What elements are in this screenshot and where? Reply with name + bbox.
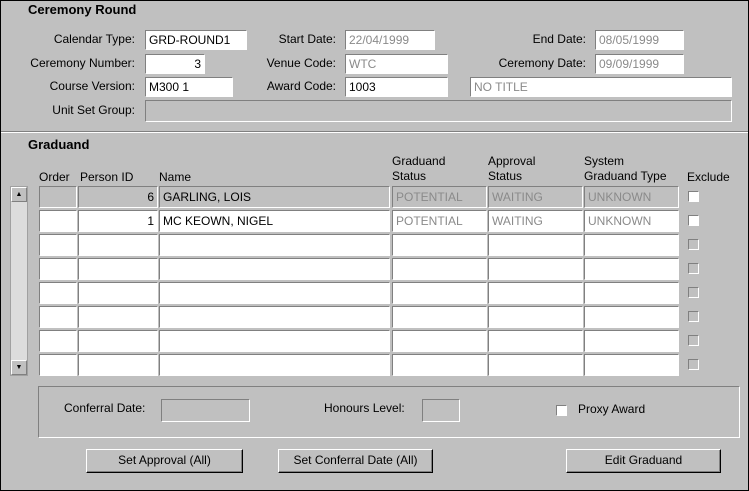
row-graduand-status-cell[interactable] <box>392 282 487 304</box>
row-system-type-cell[interactable] <box>584 354 679 376</box>
graduand-status-header-line1: Graduand <box>392 154 446 168</box>
set-conferral-date-all-button[interactable]: Set Conferral Date (All) <box>278 449 433 473</box>
row-name-cell[interactable] <box>159 234 390 256</box>
row-approval-status-cell[interactable] <box>488 234 583 256</box>
ceremony-round-title: Ceremony Round <box>28 2 137 17</box>
graduand-title: Graduand <box>28 137 90 152</box>
system-type-header <box>584 154 667 184</box>
row-name-cell[interactable] <box>159 258 390 280</box>
row-person-id-cell[interactable]: 1 <box>78 210 158 232</box>
row-approval-status-cell[interactable] <box>488 282 583 304</box>
system-type-header-line2: Graduand Type <box>584 169 667 183</box>
row-name-cell[interactable] <box>159 306 390 328</box>
row-name-cell[interactable] <box>159 330 390 352</box>
section-divider <box>1 131 748 133</box>
conferral-date-label: Conferral Date: <box>64 401 146 415</box>
row-graduand-status-cell[interactable] <box>392 354 487 376</box>
honours-level-field[interactable] <box>422 399 460 422</box>
graduand-scrollbar[interactable] <box>10 186 28 376</box>
calendar-type-field[interactable]: GRD-ROUND1 <box>145 30 247 50</box>
row-order-cell[interactable] <box>39 282 77 304</box>
row-system-type-cell[interactable] <box>584 330 679 352</box>
row-approval-status-cell[interactable] <box>488 306 583 328</box>
course-version-label: Course Version: <box>49 79 135 93</box>
award-code-label: Award Code: <box>266 79 336 93</box>
row-name-cell[interactable]: GARLING, LOIS <box>159 186 390 208</box>
row-exclude-checkbox[interactable] <box>688 263 699 274</box>
row-person-id-cell[interactable] <box>78 282 158 304</box>
row-graduand-status-cell[interactable] <box>392 258 487 280</box>
proxy-award-label: Proxy Award <box>578 402 646 416</box>
course-version-field[interactable]: M300 1 <box>145 77 233 97</box>
graduand-status-header <box>392 154 445 184</box>
award-title-field[interactable]: NO TITLE <box>470 77 732 97</box>
exclude-header: Exclude <box>687 170 730 184</box>
row-order-cell[interactable] <box>39 186 77 208</box>
row-system-type-cell[interactable] <box>584 306 679 328</box>
calendar-type-label: Calendar Type: <box>53 32 135 46</box>
row-order-cell[interactable] <box>39 306 77 328</box>
venue-code-field[interactable]: WTC <box>345 54 448 74</box>
row-order-cell[interactable] <box>39 258 77 280</box>
name-header: Name <box>159 170 192 184</box>
edit-graduand-button[interactable]: Edit Graduand <box>566 449 721 473</box>
row-order-cell[interactable] <box>39 330 77 352</box>
row-exclude-checkbox[interactable] <box>688 239 699 250</box>
unit-set-group-label: Unit Set Group: <box>52 103 135 117</box>
conferral-date-field[interactable] <box>161 399 250 422</box>
row-person-id-cell[interactable]: 6 <box>78 186 158 208</box>
row-person-id-cell[interactable] <box>78 234 158 256</box>
row-name-cell[interactable] <box>159 282 390 304</box>
unit-set-group-field[interactable] <box>145 100 732 122</box>
ceremony-number-label: Ceremony Number: <box>30 56 135 70</box>
row-graduand-status-cell[interactable] <box>392 330 487 352</box>
row-graduand-status-cell[interactable] <box>392 234 487 256</box>
row-approval-status-cell[interactable] <box>488 354 583 376</box>
ceremony-number-field[interactable]: 3 <box>145 54 205 74</box>
row-system-type-cell[interactable] <box>584 234 679 256</box>
row-system-type-cell[interactable]: UNKNOWN <box>584 210 679 232</box>
row-name-cell[interactable] <box>159 354 390 376</box>
row-approval-status-cell[interactable] <box>488 258 583 280</box>
approval-status-header-line1: Approval <box>488 154 536 168</box>
system-type-header-line1: System <box>584 154 625 168</box>
graduand-status-header-line2: Status <box>392 169 427 183</box>
row-order-cell[interactable] <box>39 210 77 232</box>
row-exclude-checkbox[interactable] <box>688 215 699 226</box>
approval-status-header-line2: Status <box>488 169 523 183</box>
row-order-cell[interactable] <box>39 354 77 376</box>
row-system-type-cell[interactable]: UNKNOWN <box>584 186 679 208</box>
row-exclude-checkbox[interactable] <box>688 191 699 202</box>
row-system-type-cell[interactable] <box>584 258 679 280</box>
person-id-header: Person ID <box>80 170 134 184</box>
row-exclude-checkbox[interactable] <box>688 359 699 370</box>
row-person-id-cell[interactable] <box>78 258 158 280</box>
row-approval-status-cell[interactable] <box>488 330 583 352</box>
order-header: Order <box>39 170 70 184</box>
scroll-down-icon[interactable]: ▼ <box>11 360 27 375</box>
row-graduand-status-cell[interactable]: POTENTIAL <box>392 210 487 232</box>
venue-code-label: Venue Code: <box>266 56 336 70</box>
row-exclude-checkbox[interactable] <box>688 287 699 298</box>
row-order-cell[interactable] <box>39 234 77 256</box>
end-date-field[interactable]: 08/05/1999 <box>595 30 684 50</box>
row-person-id-cell[interactable] <box>78 354 158 376</box>
row-name-cell[interactable]: MC KEOWN, NIGEL <box>159 210 390 232</box>
award-code-field[interactable]: 1003 <box>345 77 448 97</box>
row-person-id-cell[interactable] <box>78 330 158 352</box>
row-exclude-checkbox[interactable] <box>688 311 699 322</box>
row-graduand-status-cell[interactable] <box>392 306 487 328</box>
row-person-id-cell[interactable] <box>78 306 158 328</box>
row-system-type-cell[interactable] <box>584 282 679 304</box>
ceremony-date-label: Ceremony Date: <box>498 56 586 70</box>
row-graduand-status-cell[interactable]: POTENTIAL <box>392 186 487 208</box>
start-date-field[interactable]: 22/04/1999 <box>345 30 435 50</box>
row-exclude-checkbox[interactable] <box>688 335 699 346</box>
row-approval-status-cell[interactable]: WAITING <box>488 186 583 208</box>
end-date-label: End Date: <box>532 32 586 46</box>
honours-level-label: Honours Level: <box>324 401 405 415</box>
ceremony-date-field[interactable]: 09/09/1999 <box>595 54 684 74</box>
proxy-award-checkbox[interactable] <box>556 405 567 416</box>
row-approval-status-cell[interactable]: WAITING <box>488 210 583 232</box>
approval-status-header <box>488 154 535 184</box>
scroll-up-icon[interactable]: ▲ <box>11 187 27 202</box>
start-date-label: Start Date: <box>278 32 336 46</box>
set-approval-all-button[interactable]: Set Approval (All) <box>86 449 243 473</box>
